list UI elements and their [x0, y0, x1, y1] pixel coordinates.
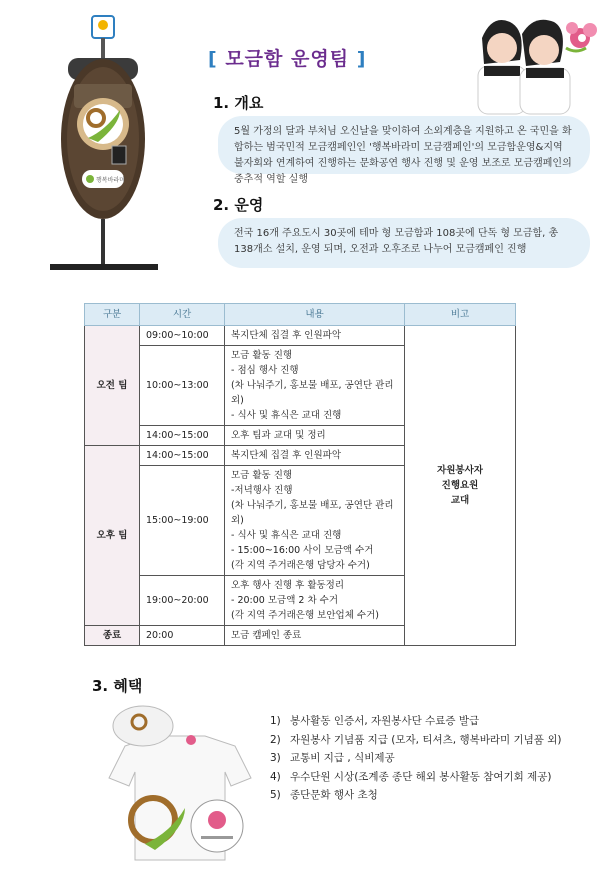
time-cell: 19:00~20:00 — [140, 576, 225, 626]
shouting-girls-illustration — [462, 8, 600, 116]
content-line: (차 나눠주기, 홍보물 배포, 공연단 관리 외) — [231, 500, 394, 526]
content-line: (각 지역 주거래은행 담당자 수거) — [231, 560, 370, 571]
list-item: 3) 교통비 지급 , 식비제공 — [270, 752, 395, 764]
content-line: 모금 활동 진행 — [231, 350, 293, 361]
team-end: 종료 — [85, 626, 140, 646]
content-line: - 20:00 모금액 2 차 수거 — [231, 595, 339, 606]
content-cell — [225, 466, 405, 576]
team-afternoon: 오후 팀 — [85, 446, 140, 626]
content-line: 복지단체 집결 후 인원파악 — [231, 450, 342, 461]
list-item: 1) 봉사활동 인증서, 자원봉사단 수료증 발급 — [270, 715, 480, 727]
time-cell: 09:00~10:00 — [140, 326, 225, 346]
section-benefits-heading: 3. 혜택 — [92, 677, 143, 695]
content-line: 오후 팀과 교대 및 정리 — [231, 430, 326, 441]
content-line: 모금 캠페인 종료 — [231, 630, 302, 641]
section-operation-heading: 2. 운영 — [213, 196, 264, 214]
operation-text: 전국 16개 주요도시 30곳에 테마 형 모금함과 108곳에 단독 형 모금함, 총138개소 설치, 운영 되며, 오전과 오후조로 나누어 모금캠페인 진행 — [218, 218, 590, 268]
content-line: (각 지역 주거래은행 보안업체 수거) — [231, 610, 379, 621]
overview-text: 5월 가정의 달과 부처님 오신날을 맞이하여 소외계층을 지원하고 온 국민을 화합하는 범국민적 모금캠페인인 '행복바라미 모금캠페인'의 모금함운영&지역 불자회와 연계하여 진행하는 문화공연 행사 진행 및 운영 보조로 모금캠페인의 중추적 역할 실행 — [218, 116, 590, 174]
table-row — [85, 326, 516, 346]
column-header: 시간 — [140, 304, 225, 326]
content-line: - 식사 및 휴식은 교대 진행 — [231, 410, 342, 421]
note-cell — [405, 326, 516, 646]
content-cell — [225, 446, 405, 466]
content-line: - 식사 및 휴식은 교대 진행 — [231, 530, 342, 541]
time-cell: 14:00~15:00 — [140, 426, 225, 446]
list-item: 5) 종단문화 행사 초청 — [270, 789, 378, 801]
box-brand-text: 행복바라미 — [96, 177, 125, 184]
page-title-text: 모금함 운영팀 — [225, 48, 350, 70]
time-cell: 20:00 — [140, 626, 225, 646]
note-line: 진행요원 — [441, 480, 479, 491]
time-cell: 15:00~19:00 — [140, 466, 225, 576]
page-title: [ 모금함 운영팀 ] — [208, 48, 367, 70]
pink-flower-logo — [566, 22, 597, 51]
content-line: 모금 활동 진행 — [231, 470, 293, 481]
column-header: 내용 — [225, 304, 405, 326]
content-cell — [225, 626, 405, 646]
note-line: 교대 — [450, 495, 470, 506]
note-line: 자원봉사자 — [437, 465, 483, 476]
content-line: -저녁행사 진행 — [231, 485, 293, 496]
content-cell — [225, 426, 405, 446]
content-line: - 점심 행사 진행 — [231, 365, 299, 376]
content-cell — [225, 346, 405, 426]
list-item: 4) 우수단원 시상(조계종 종단 해외 봉사활동 참여기회 제공) — [270, 770, 552, 783]
content-cell — [225, 326, 405, 346]
column-header: 구분 — [85, 304, 140, 326]
content-line: (차 나눠주기, 홍보물 배포, 공연단 관리 외) — [231, 380, 394, 406]
section-overview-heading: 1. 개요 — [213, 94, 264, 112]
column-header: 비고 — [405, 304, 516, 326]
content-line: 복지단체 집결 후 인원파악 — [231, 330, 342, 341]
content-line: - 15:00~16:00 사이 모금액 수거 — [231, 545, 374, 556]
benefits-list — [270, 712, 562, 805]
schedule-table — [84, 303, 516, 646]
time-cell: 14:00~15:00 — [140, 446, 225, 466]
content-line: 오후 행사 진행 후 활동정리 — [231, 580, 345, 591]
team-morning: 오전 팀 — [85, 326, 140, 446]
table-header-row — [85, 304, 516, 326]
list-item: 2) 자원봉사 기념품 지급 (모자, 티셔츠, 행복바라미 기념품 외) — [270, 733, 562, 746]
time-cell: 10:00~13:00 — [140, 346, 225, 426]
cap-tshirt-button-illustration — [95, 700, 265, 870]
content-cell — [225, 576, 405, 626]
donation-box-illustration — [48, 14, 168, 276]
